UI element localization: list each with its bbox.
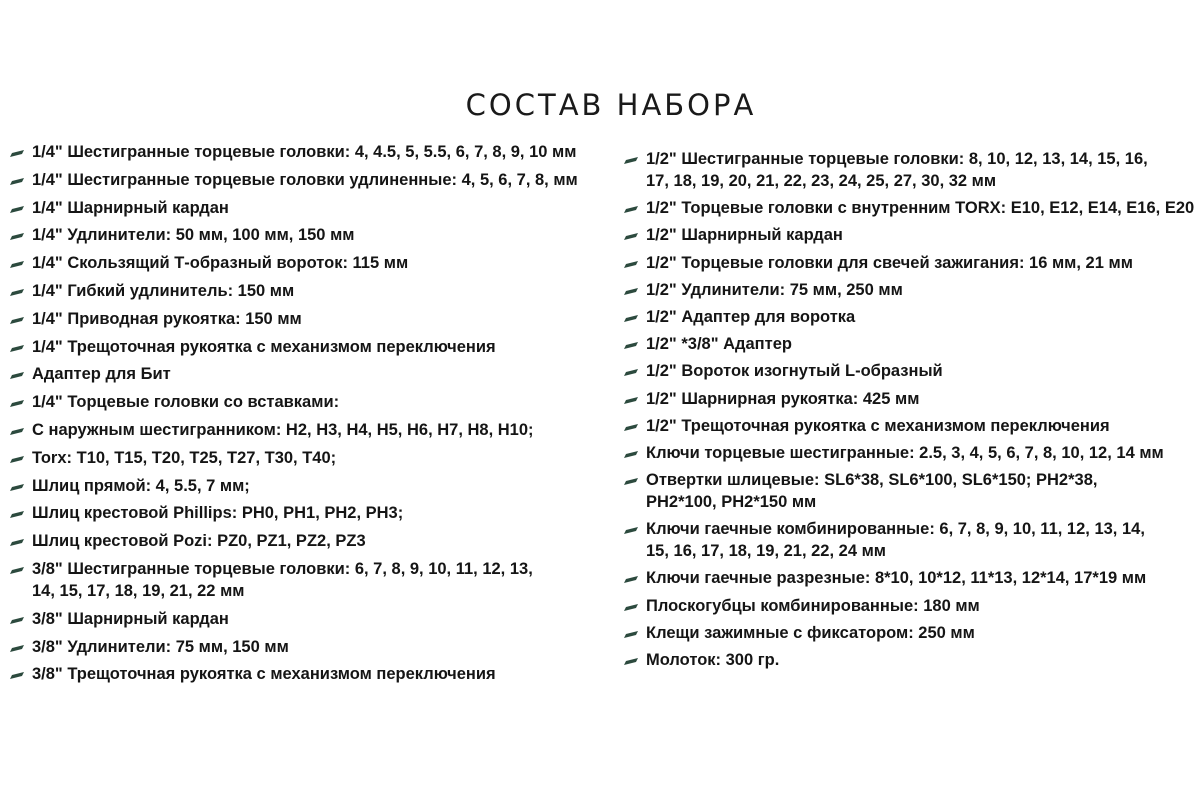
slanted-dash-icon [8, 483, 25, 492]
list-item-text: 14, 15, 17, 18, 19, 21, 22 мм [32, 581, 245, 600]
list-item-text: Молоток: 300 гр. [646, 651, 780, 669]
slanted-dash-icon [622, 205, 639, 214]
slanted-dash-icon [622, 232, 639, 241]
list-item-text: 1/4" Шестигранные торцевые головки удлиненные: 4, 5, 6, 7, 8, мм [32, 170, 578, 189]
slanted-dash-icon [8, 671, 25, 680]
list-item-text: 3/8" Трещоточная рукоятка с механизмом переключения [32, 665, 496, 684]
list-item-text: 1/2" Удлинители: 75 мм, 250 мм [646, 280, 903, 299]
list-item [6, 280, 591, 302]
list-item [620, 148, 1180, 192]
list-item-text: 1/2" Торцевые головки с внутренним TORX: E10, E12, E14, E16, E20 [646, 199, 1195, 218]
list-item [6, 636, 591, 658]
slanted-dash-icon [8, 177, 25, 186]
list-item [6, 530, 591, 552]
slanted-dash-icon [8, 538, 25, 547]
slanted-dash-icon [8, 644, 25, 653]
list-item-text: Адаптер для Бит [32, 365, 171, 384]
list-item [620, 649, 1180, 671]
slanted-dash-icon [8, 260, 25, 269]
slanted-dash-icon [8, 316, 25, 325]
list-item [620, 469, 1180, 513]
list-item [620, 622, 1180, 644]
list-item [6, 419, 591, 441]
list-item [6, 663, 591, 685]
list-item-text: Клещи зажимные с фиксатором: 250 мм [646, 623, 975, 642]
list-item-text: 1/4" Трещоточная рукоятка с механизмом переключения [32, 337, 496, 356]
list-item [6, 363, 591, 385]
slanted-dash-icon [8, 427, 25, 436]
slanted-dash-icon [622, 341, 639, 350]
slanted-dash-icon [622, 630, 639, 639]
slanted-dash-icon [622, 156, 639, 165]
slanted-dash-icon [622, 287, 639, 296]
list-item-text: Шлиц крестовой Pozi: PZ0, PZ1, PZ2, PZ3 [32, 532, 366, 551]
list-item [620, 595, 1180, 617]
list-item [6, 475, 591, 497]
slanted-dash-icon [8, 455, 25, 464]
list-item [6, 336, 591, 358]
page-title: СОСТАВ НАБОРА [465, 88, 757, 122]
list-item [6, 169, 591, 191]
list-item [620, 388, 1180, 410]
list-item [620, 224, 1180, 246]
list-item-text: 3/8" Удлинители: 75 мм, 150 мм [32, 637, 289, 656]
list-item-text: 1/4" Торцевые головки со вставками: [32, 393, 340, 412]
list-item [6, 197, 591, 219]
slanted-dash-icon [622, 603, 639, 612]
list-item [620, 442, 1180, 464]
slanted-dash-icon [622, 423, 639, 432]
slanted-dash-icon [8, 510, 25, 519]
list-item [620, 279, 1180, 301]
list-item-text: Шлиц прямой: 4, 5.5, 7 мм; [32, 476, 250, 495]
list-item-text: 1/4" Приводная рукоятка: 150 мм [32, 309, 302, 328]
list-item-text: 1/4" Шестигранные торцевые головки: 4, 4.5, 5, 5.5, 6, 7, 8, 9, 10 мм [32, 143, 577, 161]
list-item-text: PH2*100, PH2*150 мм [646, 493, 817, 512]
list-item-text: Ключи торцевые шестигранные: 2.5, 3, 4, 5, 6, 7, 8, 10, 12, 14 мм [646, 443, 1164, 462]
slanted-dash-icon [622, 575, 639, 584]
list-item-text: 17, 18, 19, 20, 21, 22, 23, 24, 25, 27, 30, 32 мм [646, 172, 997, 190]
slanted-dash-icon [622, 260, 639, 269]
list-item [6, 391, 591, 413]
list-item [6, 252, 591, 274]
list-item [6, 141, 591, 163]
slanted-dash-icon [8, 399, 25, 408]
list-item-text: Плоскогубцы комбинированные: 180 мм [646, 596, 980, 615]
list-item-text: Отвертки шлицевые: SL6*38, SL6*100, SL6*150; PH2*38, [646, 471, 1098, 490]
list-item-text: 3/8" Шестигранные торцевые головки: 6, 7, 8, 9, 10, 11, 12, 13, [32, 559, 533, 578]
list-item-text: Ключи гаечные разрезные: 8*10, 10*12, 11*13, 12*14, 17*19 мм [646, 569, 1147, 588]
list-item [620, 252, 1180, 274]
list-item [620, 567, 1180, 589]
slanted-dash-icon [8, 205, 25, 214]
list-item [6, 502, 591, 524]
slanted-dash-icon [622, 526, 639, 535]
list-item-text: 1/4" Скользящий Т-образный вороток: 115 мм [32, 254, 409, 273]
list-item [6, 558, 591, 602]
list-item [6, 447, 591, 469]
list-item-text: 1/2" Торцевые головки для свечей зажигания: 16 мм, 21 мм [646, 253, 1133, 272]
list-item-text: 1/4" Гибкий удлинитель: 150 мм [32, 281, 295, 300]
list-item-text: С наружным шестигранником: H2, H3, H4, H5, H6, H7, H8, H10; [32, 420, 534, 439]
slanted-dash-icon [8, 149, 25, 158]
list-item [620, 360, 1180, 382]
slanted-dash-icon [622, 396, 639, 405]
list-item [620, 197, 1195, 219]
slanted-dash-icon [622, 314, 639, 323]
list-item-text: 1/2" Вороток изогнутый L-образный [646, 362, 943, 381]
list-item-text: 1/2" Адаптер для воротка [646, 307, 856, 326]
slanted-dash-icon [8, 344, 25, 353]
list-item [620, 518, 1180, 562]
list-item-text: 1/2" Шарнирный кардан [646, 226, 843, 245]
list-item-text: 1/2" Трещоточная рукоятка с механизмом переключения [646, 416, 1110, 435]
list-item [6, 608, 591, 630]
list-item-text: 1/2" Шарнирная рукоятка: 425 мм [646, 389, 920, 408]
list-item-text: 1/2" Шестигранные торцевые головки: 8, 10, 12, 13, 14, 15, 16, [646, 150, 1148, 168]
slanted-dash-icon [622, 450, 639, 459]
slanted-dash-icon [622, 657, 639, 666]
list-item [620, 306, 1180, 328]
list-item [620, 415, 1180, 437]
slanted-dash-icon [8, 616, 25, 625]
slanted-dash-icon [8, 232, 25, 241]
slanted-dash-icon [622, 368, 639, 377]
slanted-dash-icon [622, 477, 639, 486]
list-item-text: Шлиц крестовой Phillips: PH0, PH1, PH2, PH3; [32, 504, 404, 523]
slanted-dash-icon [8, 566, 25, 575]
list-item [620, 333, 1180, 355]
left-column-list [6, 141, 591, 691]
list-item-text: 3/8" Шарнирный кардан [32, 609, 229, 628]
list-item-text: 15, 16, 17, 18, 19, 21, 22, 24 мм [646, 542, 886, 561]
right-column-list [620, 148, 1195, 676]
list-item-text: Ключи гаечные комбинированные: 6, 7, 8, 9, 10, 11, 12, 13, 14, [646, 520, 1145, 539]
slanted-dash-icon [8, 288, 25, 297]
slanted-dash-icon [8, 371, 25, 380]
list-item [6, 224, 591, 246]
list-item-text: 1/4" Шарнирный кардан [32, 198, 229, 217]
list-item [6, 308, 591, 330]
list-item-text: Torx: T10, T15, T20, T25, T27, T30, T40; [32, 448, 337, 467]
list-item-text: 1/2" *3/8" Адаптер [646, 335, 792, 354]
list-item-text: 1/4" Удлинители: 50 мм, 100 мм, 150 мм [32, 226, 355, 245]
